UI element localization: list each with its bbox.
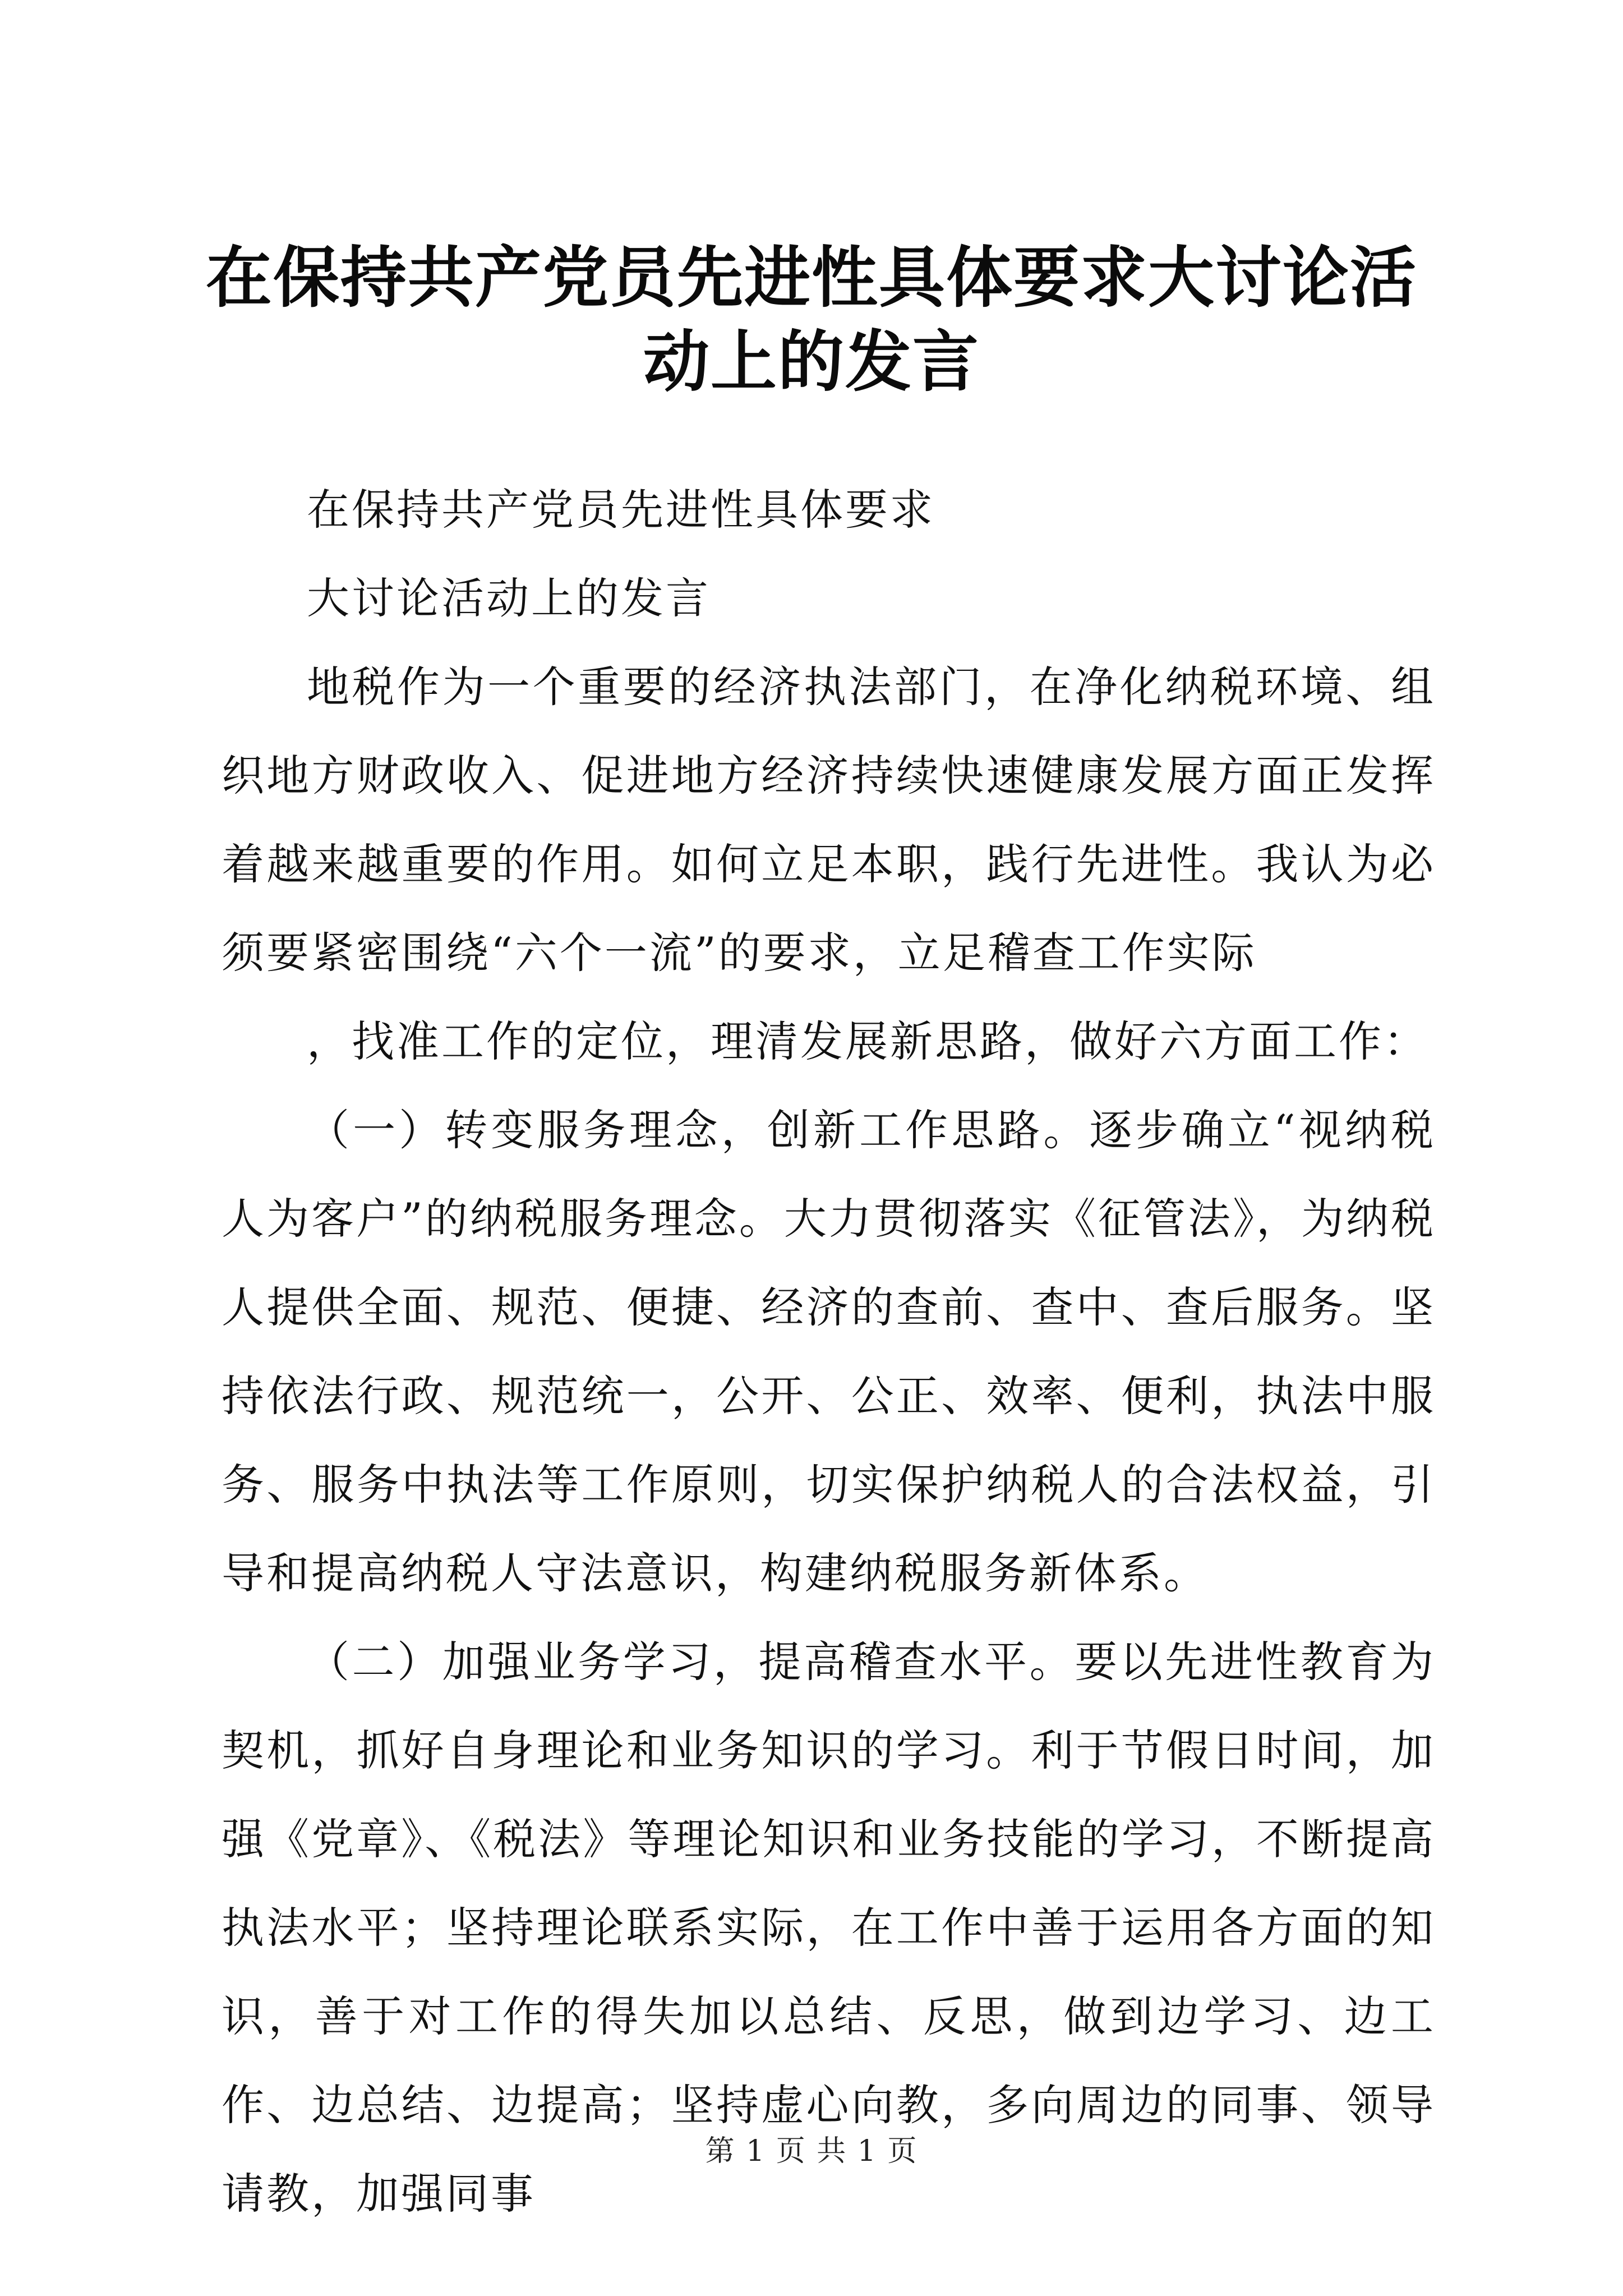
document-title: 在保持共产党员先进性具体要求大讨论活动上的发言 [205, 238, 1417, 401]
page-footer: 第 1 页 共 1 页 [705, 2134, 918, 2168]
body-paragraph: （二）加强业务学习，提高稽查水平。要以先进性教育为契机，抓好自身理论和业务知识的学习。利于节假日时间，加强《党章》、《税法》等理论知识和业务技能的学习，不断提高执法水平；坚持理论联系实际，在工作中善于运用各方面的知识，善于对工作的得失加以总结、反思，做到边学习、边工作、边总结、边提高；坚持虚心向教，多向周边的同事、领导请教，加强同事 [222, 1637, 1436, 2219]
subtitle-line-2: 大讨论活动上的发言 [307, 573, 711, 623]
subtitle-line-1: 在保持共产党员先进性具体要求 [307, 485, 935, 535]
document-body [222, 466, 1436, 2238]
body-paragraph: 地税作为一个重要的经济执法部门，在净化纳税环境、组织地方财政收入、促进地方经济持续快速健康发展方面正发挥着越来越重要的作用。如何立足本职，践行先进性。我认为必须要紧密围绕“六个一流”的要求，立足稽查工作实际 [222, 662, 1436, 978]
body-paragraph: ，找准工作的定位，理清发展新思路，做好六方面工作： [307, 1016, 1428, 1066]
body-paragraph: （一）转变服务理念，创新工作思路。逐步确立“视纳税人为客户”的纳税服务理念。大力贯彻落实《征管法》，为纳税人提供全面、规范、便捷、经济的查前、查中、查后服务。坚持依法行政、规范统一，公开、公正、效率、便利，执法中服务、服务中执法等工作原则，切实保护纳税人的合法权益，引导和提高纳税人守法意识，构建纳税服务新体系。 [222, 1105, 1436, 1598]
